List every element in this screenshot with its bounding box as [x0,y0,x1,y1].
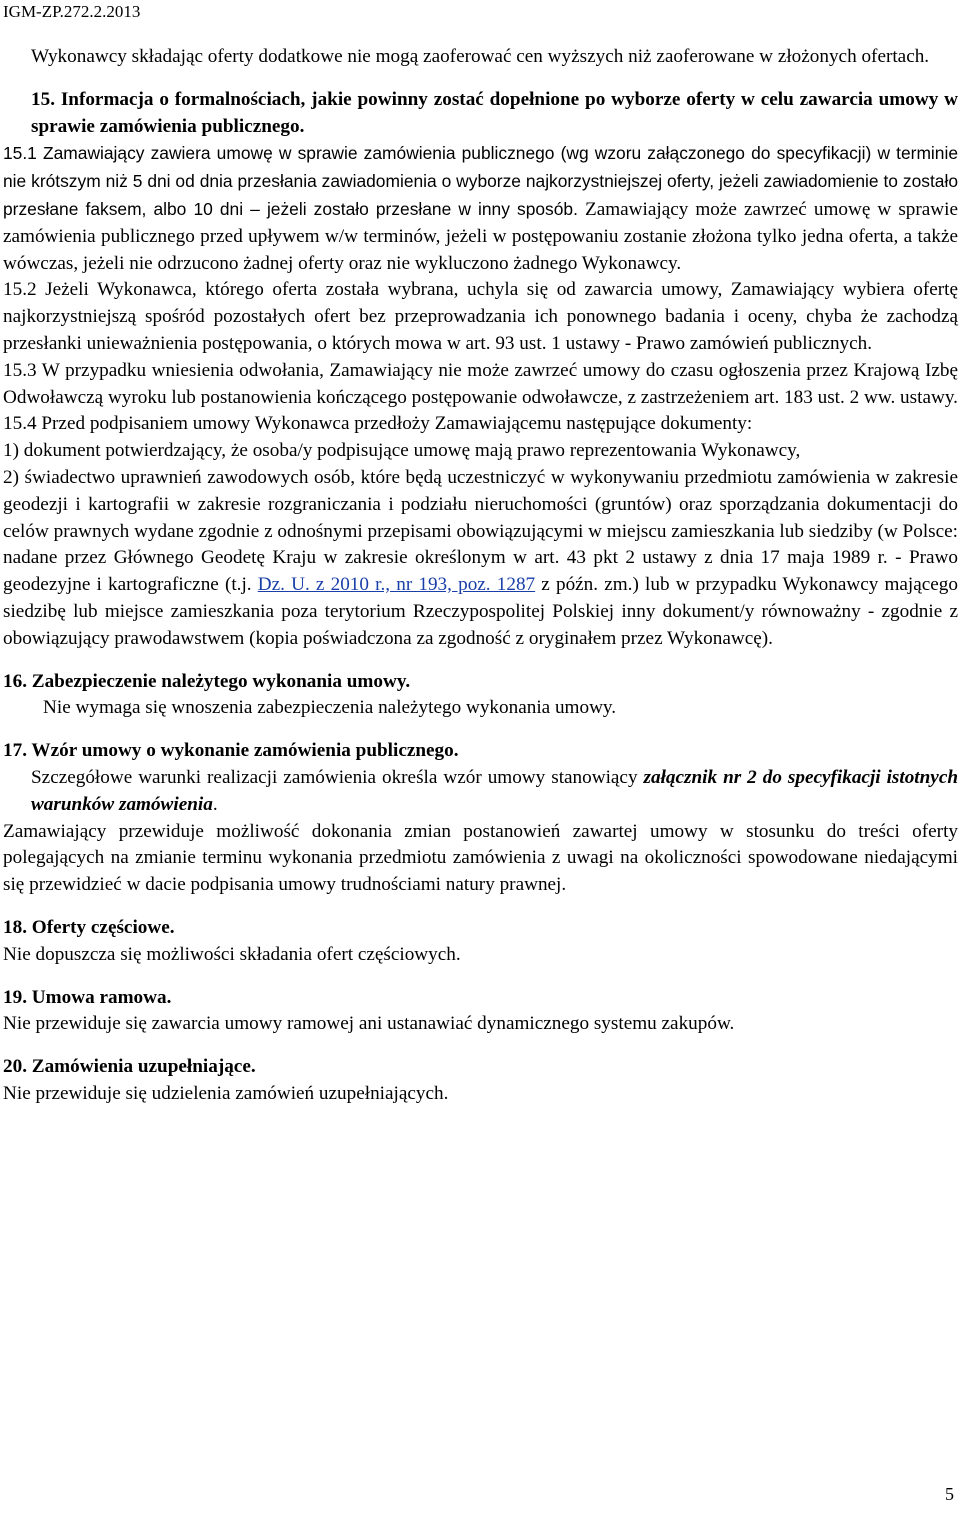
section-19-heading: 19. Umowa ramowa. [3,986,172,1008]
section-15-2-paragraph: 15.2 Jeżeli Wykonawca, którego oferta została wybrana, uchyla się od zawarcia umowy, Zamawiający wybiera ofertę najkorzystniejszą spośród pozostałych ofert bez przeprowadzania ich ponownego badania i oceny, chyba że zachodzą przesłanki unieważnienia postępowania, o których mowa w art. 93 ust. 1 ustawy - Prawo zamówień publicznych. [3,279,958,354]
document-id: IGM-ZP.272.2.2013 [3,2,141,21]
list-item-2-text-a: 2) świadectwo uprawnień zawodowych osób, które będą uczestniczyć w wykonywaniu przedmiotu zamówienia w zakresie geodezji i kartografii w zakresie rozgraniczania i podziału nieruchomości (gruntów) oraz sporządzania dokumentacji do celów prawnych wydane zgodnie z odnośnymi przepisami obowiązującymi w miejscu zamieszkania lub siedziby (w Polsce: nadane przez Głównego Geodetę Kraju w zakresie określonym w art. 43 pkt 2 ustawy z dnia 17 maja 1989 r. - Prawo geodezyjne i kartograficzne (t.j. [3,466,958,596]
list-item-2-text-b: z późn. zm.) lub w przypadku Wykonawcy mającego siedzibę lub miejsce zamieszkania poza terytorium Rzeczypospolitej Polskiej inny dokument/y równoważny - zgodnie z obowiązujący prawodawstwem (kopia poświadczona za zgodność z oryginałem przez Wykonawcę). [3,574,958,649]
document-list-item-1: 1) dokument potwierdzający, że osoba/y podpisujące umowę mają prawo reprezentowania Wykonawcy, [3,440,801,462]
section-16-text: Nie wymaga się wnoszenia zabezpieczenia należytego wykonania umowy. [43,697,617,719]
section-17-text-a: Szczegółowe warunki realizacji zamówienia określa wzór umowy stanowiący [31,766,644,788]
section-16-heading: 16. Zabezpieczenie należytego wykonania umowy. [3,670,411,692]
section-17-paragraph-2: Zamawiający przewiduje możliwość dokonania zmian postanowień zawartej umowy w stosunku do treści oferty polegających na zmianie terminu wykonania przedmiotu zamówienia z uwagi na okoliczności spowodowane niedającymi się przewidzieć w dacie podpisania umowy trudnościami natury prawnej. [3,820,958,896]
section-20-heading: 20. Zamówienia uzupełniające. [3,1056,256,1078]
section-20-text: Nie przewiduje się udzielenia zamówień uzupełniających. [3,1082,449,1104]
section-17-text-b: . [212,793,218,815]
section-15-3-paragraph: 15.3 W przypadku wniesienia odwołania, Zamawiający nie może zawrzeć umowy do czasu ogłoszenia przez Krajową Izbę Odwoławczą wyroku lub postanowienia kończącego postępowanie odwoławcze, z zastrzeżeniem art. 183 ust. 2 ww. ustawy. [3,359,958,408]
document-list-item-2 [3,465,958,653]
page-number: 5 [945,1484,954,1505]
section-17-heading: 17. Wzór umowy o wykonanie zamówienia publicznego. [3,740,459,762]
intro-paragraph: Wykonawcy składając oferty dodatkowe nie mogą zaoferować cen wyższych niż zaoferowane w złożonych ofertach. [31,46,930,67]
section-15-1-serif-text: Zamawiający może zawrzeć umowę w sprawie zamówienia publicznego przed upływem w/w terminów, jeżeli w postępowaniu zostanie złożona tylko jedna oferta, a także wówczas, jeżeli nie odrzucono żadnej oferty oraz nie wykluczono żadnego Wykonawcy. [3,198,958,274]
attachment-reference: załącznik nr 2 do specyfikacji istotnych warunków zamówienia [31,766,959,815]
legal-reference-link[interactable]: Dz. U. z 2010 r., nr 193, poz. 1287 [257,574,536,596]
section-19-text: Nie przewiduje się zawarcia umowy ramowej ani ustanawiać dynamicznego systemu zakupów. [3,1013,735,1035]
section-15-1-sans-text: 15.1 Zamawiający zawiera umowę w sprawie zamówienia publicznego (wg wzoru załączonego do specyfikacji) w terminie nie krótszym niż 5 dni od dnia przesłania zawiadomienia o wyborze najkorzystniejszej oferty, jeżeli zawiadomienie to zostało przesłane faksem, albo 10 dni – jeżeli zostało przesłane w inny sposób. [3,143,958,219]
section-15-heading: 15. Informacja o formalnościach, jakie powinny zostać dopełnione po wyborze oferty w celu zawarcia umowy w sprawie zamówienia publicznego. [31,88,958,137]
section-15-1-paragraph [3,140,958,277]
section-18-text: Nie dopuszcza się możliwości składania ofert częściowych. [3,943,461,965]
section-15-4-paragraph: 15.4 Przed podpisaniem umowy Wykonawca przedłoży Zamawiającemu następujące dokumenty: [3,413,753,435]
document-content [3,44,958,1108]
section-18-heading: 18. Oferty częściowe. [3,916,175,938]
section-17-paragraph-1 [3,765,958,819]
